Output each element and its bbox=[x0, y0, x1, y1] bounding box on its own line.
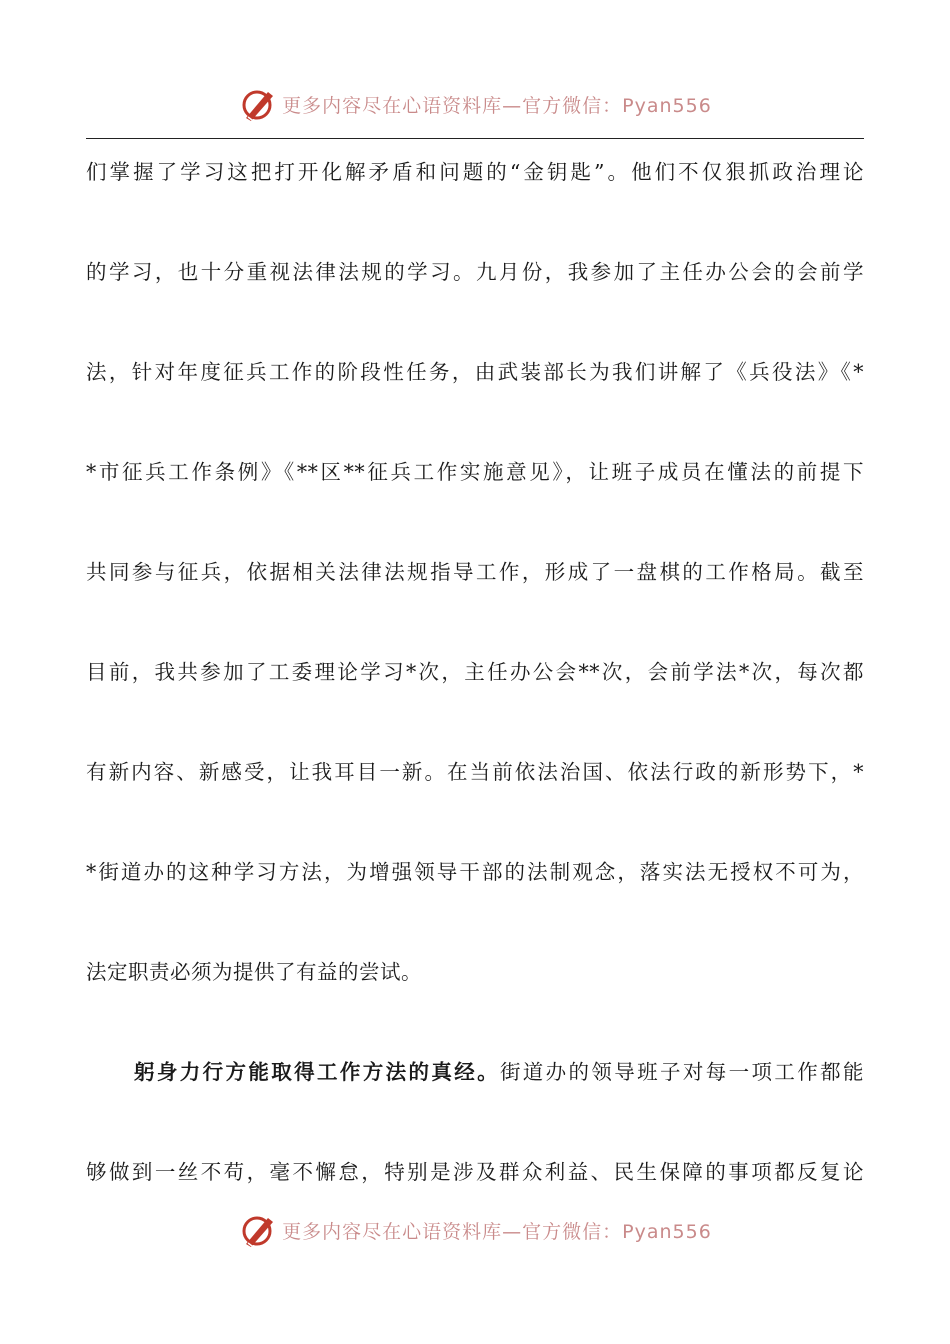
text-line: 的学习，也十分重视法律法规的学习。九月份，我参加了主任办公会的会前学 bbox=[86, 260, 864, 284]
pen-logo-icon bbox=[238, 84, 278, 124]
paragraph-heading: 躬身力行方能取得工作方法的真经。 bbox=[134, 1060, 500, 1084]
header-divider bbox=[86, 138, 864, 139]
footer-banner bbox=[0, 1208, 950, 1252]
text-line: *街道办的这种学习方法，为增强领导干部的法制观念，落实法无授权不可为， bbox=[86, 860, 864, 884]
text-line: *市征兵工作条例》《**区**征兵工作实施意见》，让班子成员在懂法的前提下 bbox=[86, 460, 864, 484]
text-line: 目前，我共参加了工委理论学习*次，主任办公会**次，会前学法*次，每次都 bbox=[86, 660, 864, 684]
header-banner bbox=[0, 82, 950, 126]
text-line: 有新内容、新感受，让我耳目一新。在当前依法治国、依法行政的新形势下，* bbox=[86, 760, 864, 784]
document-body bbox=[86, 149, 864, 1249]
header-text: 更多内容尽在心语资料库—官方微信：Pyan556 bbox=[282, 94, 712, 117]
footer-text: 更多内容尽在心语资料库—官方微信：Pyan556 bbox=[282, 1220, 712, 1243]
text-line: 法，针对年度征兵工作的阶段性任务，由武装部长为我们讲解了《兵役法》《* bbox=[86, 360, 864, 384]
paragraph-2-first-line bbox=[86, 1049, 864, 1149]
text-line: 够做到一丝不苟，毫不懈怠，特别是涉及群众利益、民生保障的事项都反复论 bbox=[86, 1160, 864, 1184]
pen-logo-icon bbox=[238, 1210, 278, 1250]
text-line: 共同参与征兵，依据相关法律法规指导工作，形成了一盘棋的工作格局。截至 bbox=[86, 560, 864, 584]
text-line: 法定职责必须为提供了有益的尝试。 bbox=[86, 960, 422, 984]
text-line: 们掌握了学习这把打开化解矛盾和问题的“金钥匙”。他们不仅狠抓政治理论 bbox=[86, 160, 864, 184]
paragraph-text: 街道办的领导班子对每一项工作都能 bbox=[499, 1060, 864, 1084]
